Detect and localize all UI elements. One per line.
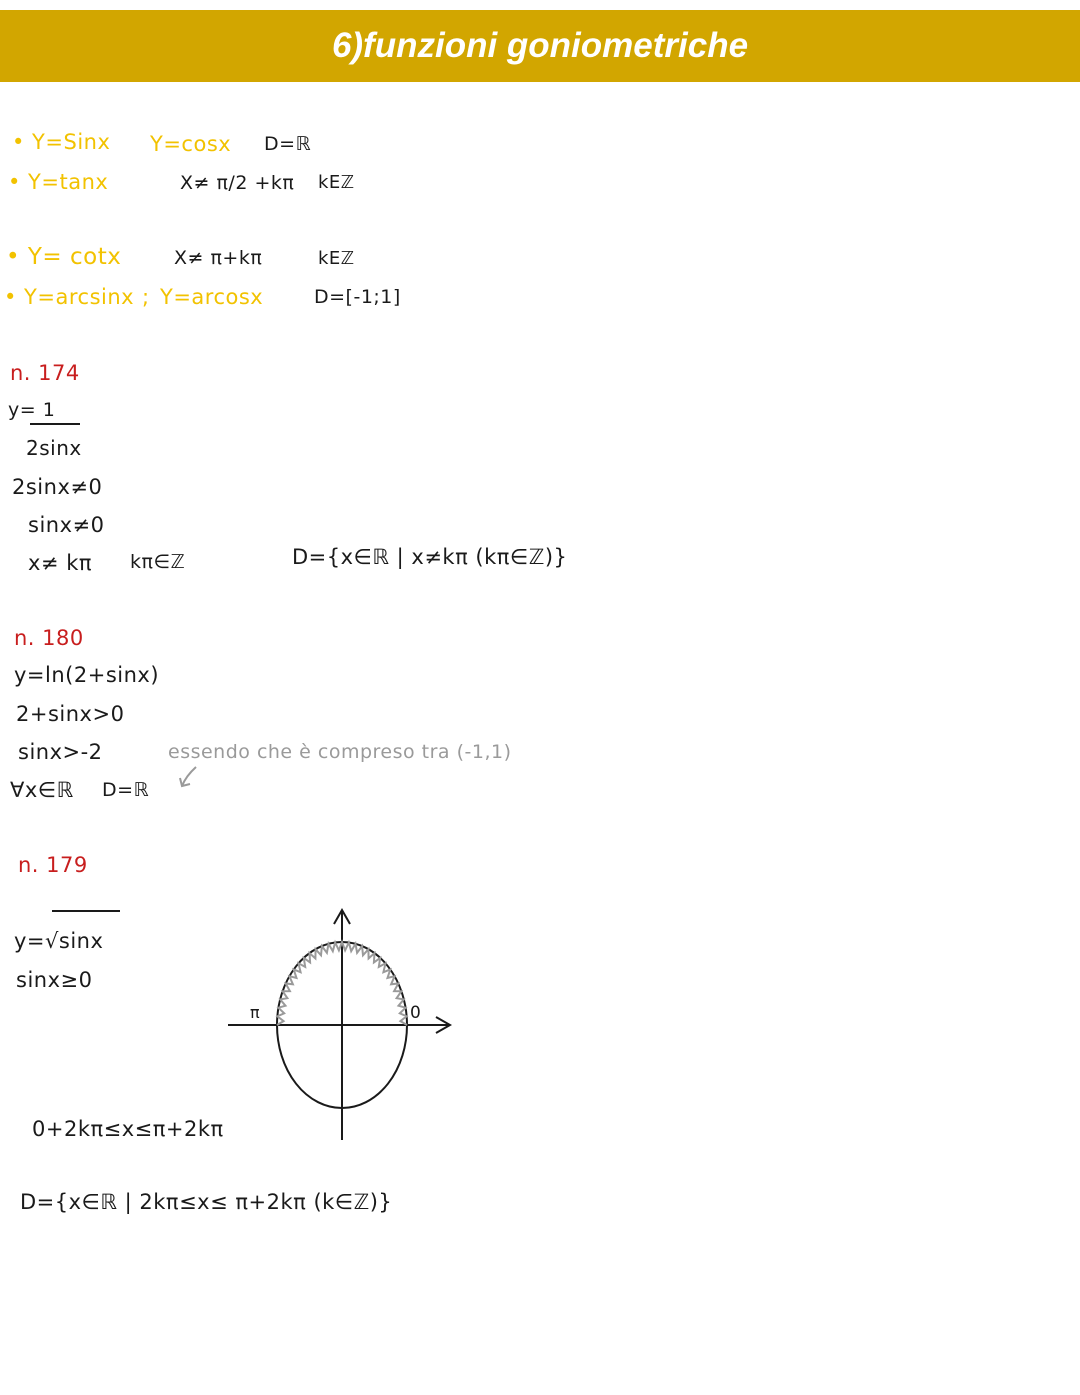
- arccos-function: Y=arcosx: [160, 285, 264, 309]
- exercise-174-label: n. 174: [10, 361, 80, 385]
- domain-real: D=ℝ: [264, 133, 312, 155]
- zero-label: 0: [410, 1003, 421, 1023]
- page-title: 6)funzioni goniometriche: [331, 26, 749, 65]
- tan-condition: X≠ π/2 +kπ: [180, 172, 295, 194]
- cot-k: kEℤ: [318, 248, 355, 269]
- tan-k: kEℤ: [318, 172, 355, 193]
- ex174-numerator: y= 1: [8, 399, 56, 421]
- cot-condition: X≠ π+kπ: [174, 247, 263, 269]
- ex179-domain: D={x∈ℝ | 2kπ≤x≤ π+2kπ (k∈ℤ)}: [20, 1190, 393, 1214]
- ex180-note: essendo che è compreso tra (-1,1): [168, 741, 512, 763]
- ex179-interval: 0+2kπ≤x≤π+2kπ: [32, 1117, 224, 1141]
- ex174-k: kπ∈ℤ: [130, 551, 186, 573]
- ex174-step2: sinx≠0: [28, 513, 105, 537]
- ex180-line3: sinx>-2: [18, 740, 103, 764]
- unit-circle-diagram: [220, 900, 460, 1145]
- ex180-domain: D=ℝ: [102, 779, 150, 801]
- exercise-179-label: n. 179: [18, 853, 88, 877]
- arcsin-function: • Y=arcsinx: [4, 285, 135, 309]
- ex180-line2: 2+sinx>0: [16, 702, 125, 726]
- cot-function: • Y= cotx: [6, 244, 122, 270]
- cos-function: Y=cosx: [150, 132, 232, 156]
- ex174-step1: 2sinx≠0: [12, 475, 103, 499]
- arc-domain: D=[-1;1]: [314, 286, 401, 308]
- header-banner: [0, 10, 1080, 82]
- ex179-y: y=√sinx: [14, 929, 104, 953]
- sqrt-bar: [52, 910, 120, 912]
- tan-function: • Y=tanx: [8, 170, 109, 194]
- arrow-icon: [176, 764, 200, 790]
- pi-label: π: [250, 1003, 260, 1022]
- exercise-180-label: n. 180: [14, 626, 84, 650]
- ex174-step3: x≠ kπ: [28, 551, 93, 575]
- fraction-bar: [30, 423, 80, 425]
- ex174-domain: D={x∈ℝ | x≠kπ (kπ∈ℤ)}: [292, 545, 568, 569]
- separator: ;: [142, 285, 150, 309]
- ex180-line4: ∀x∈ℝ: [10, 778, 74, 802]
- ex174-denominator: 2sinx: [26, 436, 82, 460]
- ex180-line1: y=ln(2+sinx): [14, 663, 160, 687]
- ex179-condition: sinx≥0: [16, 968, 93, 992]
- sin-function: • Y=Sinx: [12, 130, 111, 154]
